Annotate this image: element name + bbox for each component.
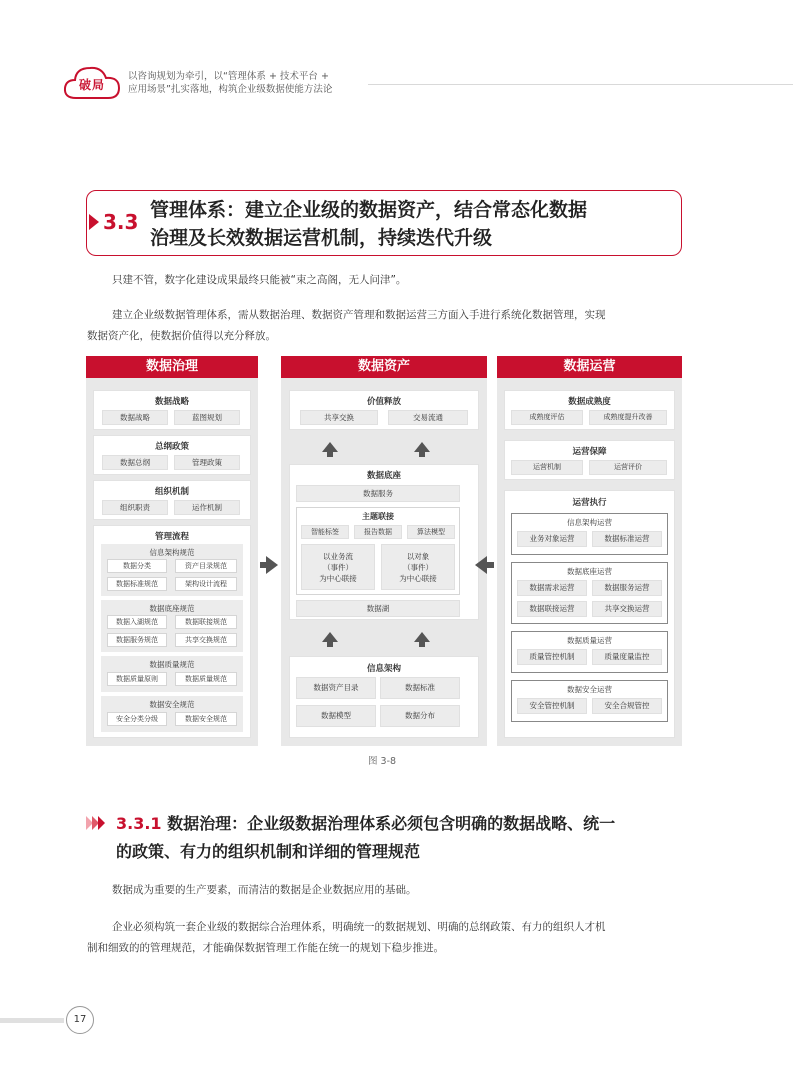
strategy-item: 蓝图规划 — [174, 410, 240, 425]
org-title: 组织机制 — [154, 487, 189, 497]
info-arch-item: 数据模型 — [296, 705, 376, 727]
quality-ops-title: 数据质量运营 — [567, 636, 612, 645]
header-tagline — [128, 70, 368, 96]
base-ops-box — [511, 562, 668, 624]
execution-panel — [504, 490, 675, 738]
security-ops-title: 数据安全运营 — [567, 685, 612, 694]
section-title-line1: 管理体系：建立企业级的数据资产，结合常态化数据 — [150, 199, 588, 221]
topic-item: 报告数据 — [354, 525, 402, 539]
spec-item: 共享交换规范 — [175, 633, 237, 647]
paragraph-4-line2: 制和细致的的管理规范，才能确保数据管理工作能在统一的规划下稳步推进。 — [87, 942, 444, 954]
header-badge: 破局 — [78, 78, 105, 92]
ops-item: 共享交换运营 — [592, 601, 662, 617]
paragraph-4-line1: 企业必须构筑一套企业级的数据综合治理体系，明确统一的数据规划、明确的总纲政策、有力的组织人才机 — [112, 921, 606, 933]
spec-item: 架构设计流程 — [175, 577, 237, 591]
section-title — [150, 196, 670, 252]
base-spec-title: 数据底座规范 — [149, 604, 195, 613]
base-ops-title: 数据底座运营 — [567, 567, 612, 576]
guarantee-item: 运营机制 — [511, 460, 583, 475]
paragraph-1: 只建不管，数字化建设成果最终只能被“束之高阁，无人问津”。 — [112, 274, 407, 286]
section-arrow-icon — [89, 214, 99, 230]
info-arch-item: 数据标准 — [380, 677, 460, 699]
header-tagline-line2: 应用场景”扎实落地，构筑企业级数据使能方法论 — [128, 84, 333, 95]
subsection-arrow-icon — [86, 814, 108, 832]
org-item: 运作机制 — [174, 500, 240, 515]
info-arch-item: 数据分布 — [380, 705, 460, 727]
arrow-up-shaft — [419, 451, 425, 457]
strategy-item: 数据战略 — [102, 410, 168, 425]
ops-item: 质量度量监控 — [592, 649, 662, 665]
process-title: 管理流程 — [154, 532, 189, 542]
topic-link-title: 主题联接 — [362, 512, 394, 521]
arrow-up-shaft — [419, 641, 425, 647]
data-lake-bar: 数据湖 — [296, 600, 460, 617]
subsection-title — [116, 810, 686, 866]
topic-item: 智能标签 — [301, 525, 349, 539]
spec-item: 资产目录规范 — [175, 559, 237, 573]
object-flow-line: 为中心联接 — [399, 574, 437, 583]
arrow-up-shaft — [327, 451, 333, 457]
subsection-number: 3.3.1 — [116, 814, 162, 833]
spec-item: 数据质量原则 — [107, 672, 167, 686]
ops-item: 业务对象运营 — [517, 531, 587, 547]
operations-header: 数据运营 — [497, 356, 682, 378]
spec-item: 数据安全规范 — [175, 712, 237, 726]
data-base-panel — [289, 464, 479, 620]
policy-item: 管理政策 — [174, 455, 240, 470]
ops-item: 数据联接运营 — [517, 601, 587, 617]
value-title: 价值释放 — [366, 397, 401, 407]
info-arch-ops-title: 信息架构运营 — [567, 518, 612, 527]
value-item: 共享交换 — [300, 410, 378, 425]
spec-item: 数据分类 — [107, 559, 167, 573]
spec-item: 数据标准规范 — [107, 577, 167, 591]
paragraph-2-line1: 建立企业级数据管理体系，需从数据治理、数据资产管理和数据运营三方面入手进行系统化数据管理，实现 — [112, 309, 606, 321]
topic-item: 算法模型 — [407, 525, 455, 539]
topic-link-box — [296, 507, 460, 595]
info-arch-spec-title: 信息架构规范 — [149, 548, 195, 557]
subsection-title-line2: 的政策、有力的组织机制和详细的管理规范 — [116, 842, 421, 861]
guarantee-title: 运营保障 — [572, 447, 607, 457]
header-rule — [368, 84, 793, 85]
object-flow-box — [381, 544, 455, 590]
strategy-title: 数据战略 — [154, 397, 189, 407]
operations-column — [497, 356, 682, 746]
ops-item: 质量管控机制 — [517, 649, 587, 665]
policy-panel — [93, 435, 251, 475]
spec-item: 数据质量规范 — [175, 672, 237, 686]
process-panel — [93, 525, 251, 738]
section-title-line2: 治理及长效数据运营机制，持续迭代升级 — [150, 227, 493, 249]
info-arch-ops-box — [511, 513, 668, 555]
execution-title: 运营执行 — [572, 498, 607, 508]
quality-ops-box — [511, 631, 668, 673]
data-base-title: 数据底座 — [366, 471, 401, 481]
policy-title: 总纲政策 — [154, 442, 189, 452]
subsection-title-text: 数据治理：企业级数据治理体系必须包含明确的数据战略、统一 — [167, 814, 616, 833]
value-panel — [289, 390, 479, 430]
business-flow-line: 以业务流 — [323, 552, 353, 561]
value-item: 交易流通 — [388, 410, 468, 425]
section-number: 3.3 — [103, 210, 139, 234]
arrow-right-shaft — [260, 562, 268, 568]
business-flow-box — [301, 544, 375, 590]
info-arch-panel — [289, 656, 479, 738]
policy-item: 数据总纲 — [102, 455, 168, 470]
page-bar — [0, 1018, 64, 1023]
assets-column — [281, 356, 487, 746]
maturity-panel — [504, 390, 675, 430]
spec-item: 安全分类分级 — [107, 712, 167, 726]
spec-item: 数据入湖规范 — [107, 615, 167, 629]
paragraph-2-line2: 数据资产化，使数据价值得以充分释放。 — [87, 330, 276, 342]
ops-item: 数据需求运营 — [517, 580, 587, 596]
guarantee-panel — [504, 440, 675, 480]
security-spec-box — [101, 696, 243, 732]
ops-item: 数据标准运营 — [592, 531, 662, 547]
governance-header: 数据治理 — [86, 356, 258, 378]
guarantee-item: 运营评价 — [589, 460, 667, 475]
business-flow-line: （事件） — [323, 563, 353, 572]
base-spec-box — [101, 600, 243, 652]
org-panel — [93, 480, 251, 520]
object-flow-line: （事件） — [403, 563, 433, 572]
subsection-title-line1 — [116, 810, 686, 838]
object-flow-line: 以对象 — [406, 552, 430, 561]
security-spec-title: 数据安全规范 — [149, 700, 195, 709]
ops-item: 安全合规管控 — [592, 698, 662, 714]
info-arch-item: 数据资产目录 — [296, 677, 376, 699]
figure-3-8 — [86, 356, 682, 746]
quality-spec-title: 数据质量规范 — [149, 660, 195, 669]
maturity-item: 成熟度评估 — [511, 410, 583, 425]
page-number: 17 — [66, 1006, 94, 1034]
maturity-item: 成熟度提升改善 — [589, 410, 667, 425]
spec-item: 数据联接规范 — [175, 615, 237, 629]
header-tagline-line1: 以咨询规划为牵引，以“管理体系 + 技术平台 + — [128, 71, 329, 82]
arrow-up-shaft — [327, 641, 333, 647]
maturity-title: 数据成熟度 — [568, 397, 611, 407]
spec-item: 数据服务规范 — [107, 633, 167, 647]
figure-caption: 图 3-8 — [368, 756, 397, 767]
governance-column — [86, 356, 258, 746]
ops-item: 安全管控机制 — [517, 698, 587, 714]
security-ops-box — [511, 680, 668, 722]
business-flow-line: 为中心联接 — [319, 574, 357, 583]
assets-header: 数据资产 — [281, 356, 487, 378]
org-item: 组织职责 — [102, 500, 168, 515]
data-service-bar: 数据服务 — [296, 485, 460, 502]
info-arch-title: 信息架构 — [366, 664, 401, 674]
quality-spec-box — [101, 656, 243, 692]
paragraph-3: 数据成为重要的生产要素，而清洁的数据是企业数据应用的基础。 — [112, 884, 417, 896]
info-arch-spec-box — [101, 544, 243, 596]
ops-item: 数据服务运营 — [592, 580, 662, 596]
arrow-left-shaft — [486, 562, 494, 568]
strategy-panel — [93, 390, 251, 430]
